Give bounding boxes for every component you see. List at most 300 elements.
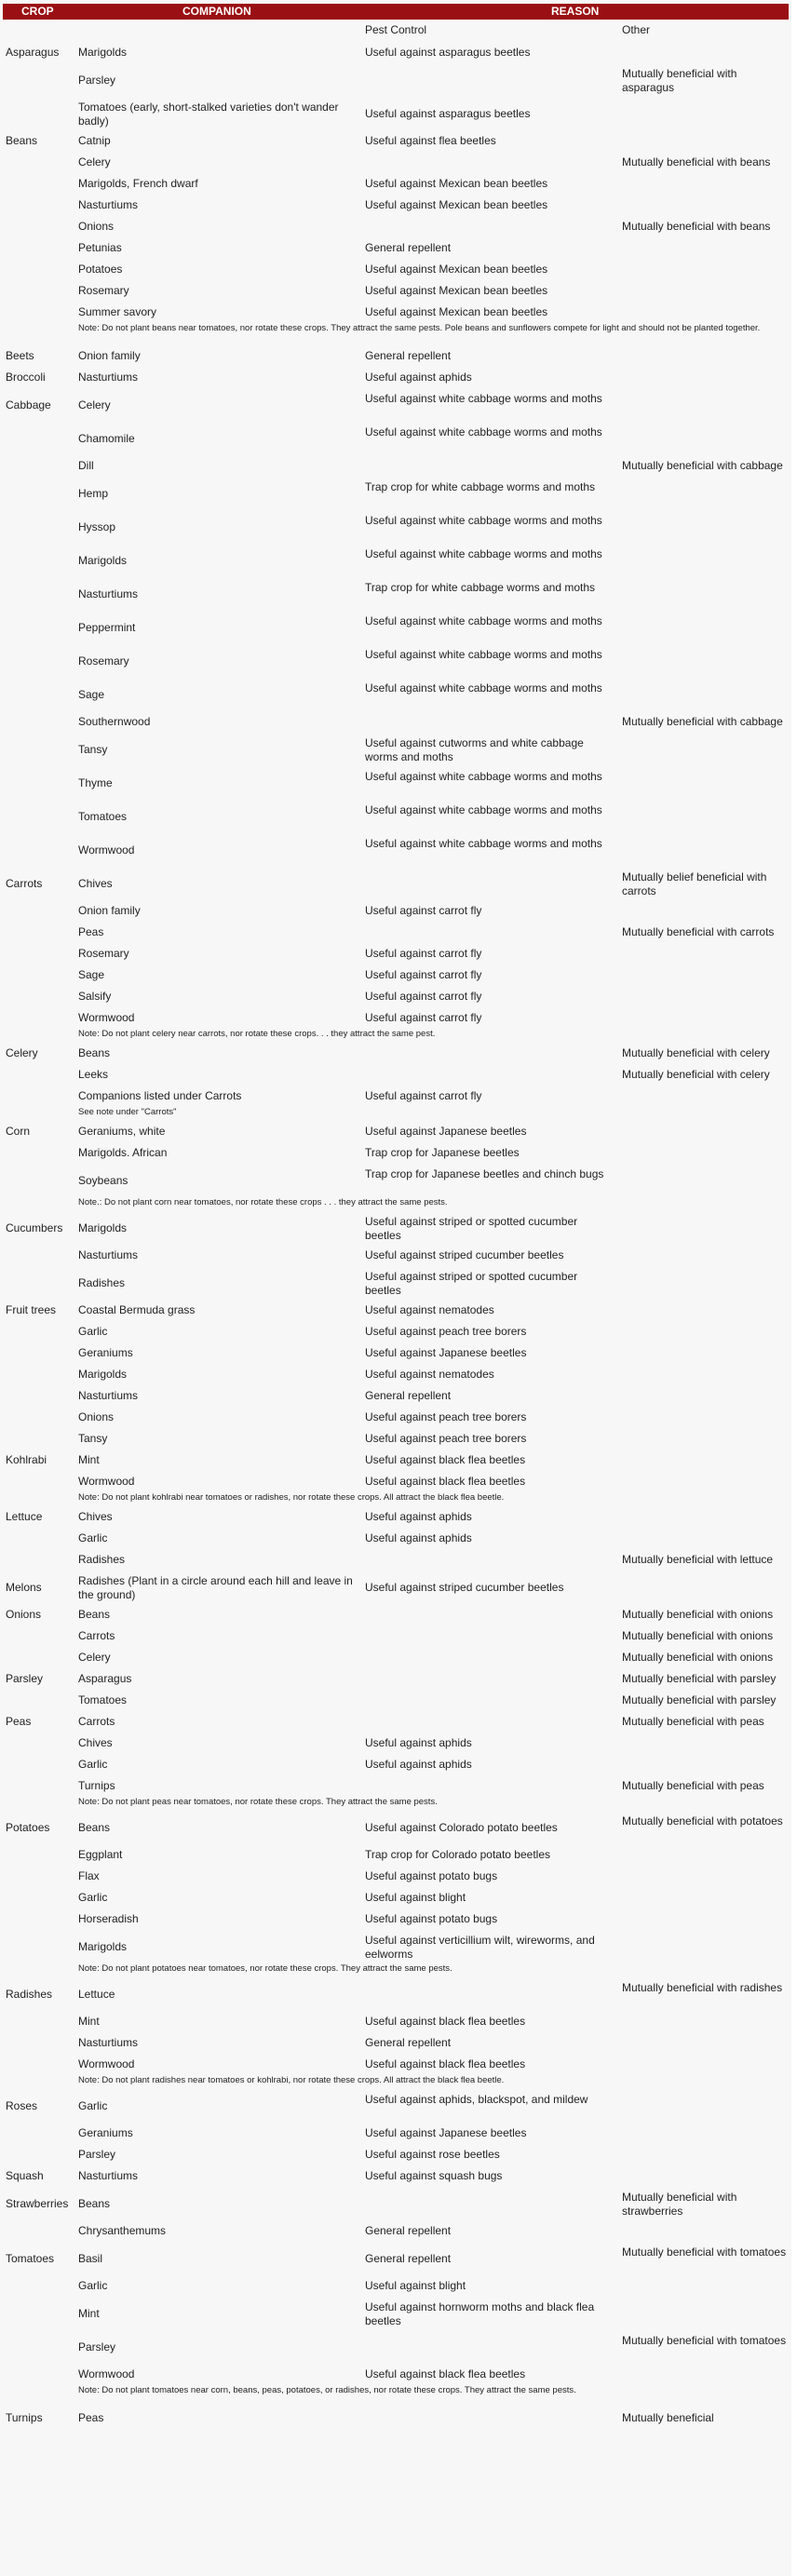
companion-cell: Garlic bbox=[78, 2098, 108, 2112]
table-note bbox=[0, 323, 791, 345]
other-cell: Mutually beneficial bbox=[622, 2411, 714, 2424]
companion-cell: Basil bbox=[78, 2251, 103, 2265]
reason-cell: Useful against hornworm moths and black flea beetles bbox=[365, 2300, 595, 2327]
companion-cell: Geraniums bbox=[78, 2126, 133, 2139]
subheader-pest-control: Pest Control bbox=[365, 23, 427, 36]
crop-cell: Asparagus bbox=[6, 46, 60, 59]
other-cell: Mutually beneficial with asparagus bbox=[622, 66, 737, 94]
reason-cell: Useful against black flea beetles bbox=[365, 2015, 526, 2028]
table-row bbox=[0, 986, 791, 1007]
table-row bbox=[0, 1471, 791, 1492]
table-row bbox=[0, 388, 791, 422]
companion-cell: Flax bbox=[78, 1869, 100, 1882]
reason-cell: Useful against white cabbage worms and moths bbox=[365, 647, 602, 661]
table-row bbox=[0, 97, 791, 130]
companion-cell: Hyssop bbox=[78, 519, 116, 533]
other-cell: Mutually beneficial with cabbage bbox=[622, 459, 783, 472]
other-cell: Mutually beneficial with onions bbox=[622, 1651, 774, 1664]
companion-cell: Parsley bbox=[78, 73, 116, 87]
note-text: Note: Do not plant beans near tomatoes, nor rotate these crops. They attract the same pests. Pole beans and sunflowers compete for light and should not be planted together. bbox=[78, 323, 761, 333]
table-row bbox=[0, 1528, 791, 1549]
table-row bbox=[0, 1625, 791, 1647]
other-cell: Mutually beneficial with strawberries bbox=[622, 2190, 737, 2218]
other-cell: Mutually beneficial with onions bbox=[622, 1608, 774, 1621]
companion-cell: Tansy bbox=[78, 1432, 108, 1445]
reason-cell: Useful against blight bbox=[365, 1891, 466, 1904]
table-row bbox=[0, 2364, 791, 2385]
companion-cell: Dill bbox=[78, 459, 94, 472]
table-row bbox=[0, 1711, 791, 1733]
table-row bbox=[0, 1164, 791, 1197]
reason-cell: Useful against Mexican bean beetles bbox=[365, 198, 548, 211]
other-cell: Mutually beneficial with peas bbox=[622, 1715, 764, 1728]
reason-cell: Trap crop for Colorado potato beetles bbox=[365, 1848, 551, 1861]
reason-cell: Useful against peach tree borers bbox=[365, 1410, 527, 1423]
companion-cell: Peas bbox=[78, 2411, 104, 2424]
reason-cell: Useful against flea beetles bbox=[365, 134, 496, 147]
table-row bbox=[0, 2165, 791, 2187]
other-cell: Mutually beneficial with radishes bbox=[622, 1980, 783, 1994]
reason-cell: Useful against aphids bbox=[365, 1736, 472, 1749]
crop-cell: Melons bbox=[6, 1580, 42, 1594]
table-row bbox=[0, 1506, 791, 1528]
table-row bbox=[0, 1887, 791, 1908]
companion-cell: Marigolds bbox=[78, 1221, 128, 1234]
crop-cell: Tomatoes bbox=[6, 2251, 55, 2265]
companion-cell: Onions bbox=[78, 220, 115, 233]
table-row bbox=[0, 1647, 791, 1668]
reason-cell: Useful against carrot fly bbox=[365, 947, 482, 960]
table-row bbox=[0, 922, 791, 943]
companion-cell: Wormwood bbox=[78, 1011, 135, 1024]
companion-cell: Southernwood bbox=[78, 715, 151, 728]
companion-cell: Garlic bbox=[78, 1758, 108, 1771]
table-row bbox=[0, 63, 791, 97]
table-row bbox=[0, 1300, 791, 1321]
crop-cell: Squash bbox=[6, 2169, 44, 2182]
companion-cell: Eggplant bbox=[78, 1848, 123, 1861]
table-row bbox=[0, 1450, 791, 1471]
companion-cell: Nasturtiums bbox=[78, 1248, 139, 1261]
reason-cell: Useful against Colorado potato beetles bbox=[365, 1820, 558, 1834]
companion-cell: Rosemary bbox=[78, 654, 129, 668]
table-row bbox=[0, 42, 791, 63]
other-cell: Mutually beneficial with parsley bbox=[622, 1693, 777, 1706]
reason-cell: Useful against peach tree borers bbox=[365, 1325, 527, 1338]
companion-cell: Onion family bbox=[78, 904, 141, 917]
table-row bbox=[0, 1930, 791, 1963]
reason-cell: Useful against aphids bbox=[365, 1758, 472, 1771]
reason-cell: Useful against black flea beetles bbox=[365, 2057, 526, 2070]
table-row bbox=[0, 2330, 791, 2364]
crop-cell: Corn bbox=[6, 1125, 31, 1138]
reason-cell: Useful against rose beetles bbox=[365, 2148, 500, 2161]
reason-cell: Useful against nematodes bbox=[365, 1368, 494, 1381]
table-note bbox=[0, 2075, 791, 2089]
table-row bbox=[0, 345, 791, 367]
note-text: Note: Do not plant peas near tomatoes, nor rotate these crops. They attract the same pests. bbox=[78, 1797, 438, 1807]
companion-cell: Hemp bbox=[78, 486, 109, 500]
crop-cell: Celery bbox=[6, 1046, 38, 1059]
table-row bbox=[0, 2011, 791, 2032]
reason-cell: Useful against potato bugs bbox=[365, 1912, 498, 1925]
companion-cell: Marigolds. African bbox=[78, 1146, 168, 1159]
header-reason: REASON bbox=[551, 5, 600, 18]
reason-cell: General repellent bbox=[365, 2251, 452, 2265]
reason-cell: General repellent bbox=[365, 2036, 452, 2049]
table-row bbox=[0, 2407, 791, 2429]
crop-cell: Fruit trees bbox=[6, 1303, 57, 1316]
companion-cell: Horseradish bbox=[78, 1912, 139, 1925]
companion-cell: Tomatoes bbox=[78, 1693, 128, 1706]
table-row bbox=[0, 280, 791, 302]
reason-cell: Useful against white cabbage worms and moths bbox=[365, 391, 602, 405]
table-row bbox=[0, 1211, 791, 1245]
reason-cell: Useful against striped or spotted cucumber beetles bbox=[365, 1214, 578, 1242]
companion-cell: Chives bbox=[78, 876, 113, 890]
table-row bbox=[0, 302, 791, 323]
table-row bbox=[0, 1866, 791, 1887]
header-companion: COMPANION bbox=[182, 5, 251, 18]
companion-cell: Parsley bbox=[78, 2148, 116, 2161]
reason-cell: Useful against asparagus beetles bbox=[365, 46, 531, 59]
table-row bbox=[0, 130, 791, 152]
companion-cell: Wormwood bbox=[78, 843, 135, 856]
other-cell: Mutually beneficial with celery bbox=[622, 1068, 770, 1081]
companion-cell: Celery bbox=[78, 1651, 111, 1664]
table-row bbox=[0, 611, 791, 644]
table-row bbox=[0, 943, 791, 964]
other-cell: Mutually beneficial with cabbage bbox=[622, 715, 783, 728]
companion-cell: Leeks bbox=[78, 1068, 109, 1081]
reason-cell: Useful against Mexican bean beetles bbox=[365, 305, 548, 318]
table-row bbox=[0, 510, 791, 544]
table-row bbox=[0, 833, 791, 867]
reason-cell: Useful against potato bugs bbox=[365, 1869, 498, 1882]
companion-cell: Garlic bbox=[78, 1325, 108, 1338]
reason-cell: Useful against carrot fly bbox=[365, 968, 482, 981]
reason-cell: Useful against aphids, blackspot, and mildew bbox=[365, 2092, 588, 2106]
reason-cell: Useful against white cabbage worms and moths bbox=[365, 425, 602, 438]
table-row bbox=[0, 1549, 791, 1571]
table-row bbox=[0, 1690, 791, 1711]
table-row bbox=[0, 1733, 791, 1754]
other-cell: Mutually beneficial with beans bbox=[622, 155, 771, 169]
reason-cell: Trap crop for white cabbage worms and moths bbox=[365, 479, 596, 493]
other-cell: Mutually beneficial with tomatoes bbox=[622, 2333, 787, 2347]
companion-cell: Garlic bbox=[78, 2279, 108, 2292]
table-row bbox=[0, 2297, 791, 2330]
table-row bbox=[0, 867, 791, 900]
crop-cell: Broccoli bbox=[6, 371, 46, 384]
companion-cell: Tansy bbox=[78, 742, 108, 756]
table-row bbox=[0, 1754, 791, 1775]
reason-cell: Useful against Mexican bean beetles bbox=[365, 263, 548, 276]
companion-cell: Rosemary bbox=[78, 947, 129, 960]
companion-cell: Lettuce bbox=[78, 1987, 115, 2001]
reason-cell: Useful against peach tree borers bbox=[365, 1432, 527, 1445]
companion-cell: Garlic bbox=[78, 1531, 108, 1544]
companion-cell: Wormwood bbox=[78, 2057, 135, 2070]
table-row bbox=[0, 733, 791, 766]
table-note bbox=[0, 1963, 791, 1977]
table-note bbox=[0, 1797, 791, 1811]
table-row bbox=[0, 900, 791, 922]
reason-cell: Useful against Japanese beetles bbox=[365, 2126, 527, 2139]
reason-cell: Useful against verticillium wilt, wireworms, and eelworms bbox=[365, 1933, 595, 1961]
reason-cell: General repellent bbox=[365, 2224, 452, 2237]
companion-cell: Carrots bbox=[78, 1629, 115, 1642]
companion-cell: Petunias bbox=[78, 241, 122, 254]
companion-cell: Marigolds bbox=[78, 553, 128, 567]
reason-cell: Useful against white cabbage worms and moths bbox=[365, 614, 602, 627]
reason-cell: Useful against aphids bbox=[365, 371, 472, 384]
table-row bbox=[0, 2123, 791, 2144]
table-row bbox=[0, 259, 791, 280]
reason-cell: Useful against nematodes bbox=[365, 1303, 494, 1316]
reason-cell: General repellent bbox=[365, 1389, 452, 1402]
table-row bbox=[0, 644, 791, 678]
other-cell: Mutually belief beneficial with carrots bbox=[622, 870, 767, 897]
companion-cell: Celery bbox=[78, 398, 111, 411]
table-row bbox=[0, 1321, 791, 1342]
table-row bbox=[0, 711, 791, 733]
crop-cell: Parsley bbox=[6, 1672, 44, 1685]
companion-cell: Geraniums, white bbox=[78, 1125, 166, 1138]
companion-cell: Wormwood bbox=[78, 2367, 135, 2380]
header-crop: CROP bbox=[21, 5, 54, 18]
companion-cell: Nasturtiums bbox=[78, 198, 139, 211]
reason-cell: Useful against aphids bbox=[365, 1531, 472, 1544]
crop-cell: Radishes bbox=[6, 1987, 53, 2001]
companion-cell: Nasturtiums bbox=[78, 1389, 139, 1402]
companion-cell: Peas bbox=[78, 925, 104, 938]
companion-cell: Radishes bbox=[78, 1275, 126, 1289]
companion-cell: Catnip bbox=[78, 134, 111, 147]
note-text: Note: Do not plant kohlrabi near tomatoes or radishes, nor rotate these crops. All attract the black flea beetle. bbox=[78, 1492, 505, 1503]
companion-cell: Chrysanthemums bbox=[78, 2224, 167, 2237]
reason-cell: Useful against carrot fly bbox=[365, 904, 482, 917]
table-row bbox=[0, 1121, 791, 1142]
reason-cell: Useful against squash bugs bbox=[365, 2169, 503, 2182]
table-row bbox=[0, 1266, 791, 1300]
companion-cell: Marigolds bbox=[78, 1368, 128, 1381]
table-row bbox=[0, 544, 791, 577]
crop-cell: Lettuce bbox=[6, 1510, 43, 1523]
other-cell: Mutually beneficial with onions bbox=[622, 1629, 774, 1642]
table-header bbox=[3, 4, 789, 20]
table-note bbox=[0, 1029, 791, 1043]
table-row bbox=[0, 455, 791, 477]
table-row bbox=[0, 173, 791, 195]
table-row bbox=[0, 1043, 791, 1064]
table-row bbox=[0, 800, 791, 833]
reason-cell: Useful against Mexican bean beetles bbox=[365, 177, 548, 190]
companion-cell: Geraniums bbox=[78, 1346, 133, 1359]
reason-cell: Useful against white cabbage worms and moths bbox=[365, 546, 602, 560]
table-row bbox=[0, 2220, 791, 2242]
reason-cell: General repellent bbox=[365, 241, 452, 254]
note-text: Note: Do not plant potatoes near tomatoes, nor rotate these crops. They attract the same pests. bbox=[78, 1963, 453, 1974]
companion-cell: Beans bbox=[78, 1046, 111, 1059]
companion-cell: Turnips bbox=[78, 1779, 115, 1792]
other-cell: Mutually beneficial with celery bbox=[622, 1046, 770, 1059]
table-row bbox=[0, 1142, 791, 1164]
table-row bbox=[0, 237, 791, 259]
companion-cell: Thyme bbox=[78, 775, 113, 789]
reason-cell: Useful against carrot fly bbox=[365, 990, 482, 1003]
table-row bbox=[0, 1245, 791, 1266]
table-row bbox=[0, 1604, 791, 1625]
companion-cell: Tomatoes bbox=[78, 809, 128, 823]
companion-cell: Beans bbox=[78, 2196, 111, 2210]
reason-cell: Useful against carrot fly bbox=[365, 1011, 482, 1024]
companion-cell: Carrots bbox=[78, 1715, 115, 1728]
subheader-other: Other bbox=[622, 23, 651, 36]
reason-cell: Useful against cutworms and white cabbage worms and moths bbox=[365, 735, 584, 763]
other-cell: Mutually beneficial with tomatoes bbox=[622, 2245, 787, 2259]
reason-cell: Useful against Mexican bean beetles bbox=[365, 284, 548, 297]
table-row bbox=[0, 1977, 791, 2011]
table-row bbox=[0, 2144, 791, 2165]
table-row bbox=[0, 2275, 791, 2297]
reason-cell: Useful against white cabbage worms and moths bbox=[365, 681, 602, 695]
companion-cell: Sage bbox=[78, 687, 105, 701]
other-cell: Mutually beneficial with peas bbox=[622, 1779, 764, 1792]
table-row bbox=[0, 1571, 791, 1604]
reason-cell: Useful against Japanese beetles bbox=[365, 1125, 527, 1138]
reason-cell: Useful against white cabbage worms and moths bbox=[365, 769, 602, 783]
crop-cell: Roses bbox=[6, 2098, 38, 2112]
companion-cell: Radishes (Plant in a circle around each hill and leave in the ground) bbox=[78, 1573, 353, 1601]
table-row bbox=[0, 964, 791, 986]
companion-cell: Wormwood bbox=[78, 1475, 135, 1488]
companion-cell: Beans bbox=[78, 1608, 111, 1621]
reason-cell: Useful against black flea beetles bbox=[365, 1453, 526, 1466]
companion-cell: Coastal Bermuda grass bbox=[78, 1303, 196, 1316]
reason-cell: Useful against Japanese beetles bbox=[365, 1346, 527, 1359]
crop-cell: Peas bbox=[6, 1715, 32, 1728]
table-row bbox=[0, 766, 791, 800]
reason-cell: Useful against carrot fly bbox=[365, 1089, 482, 1102]
companion-cell: Marigolds bbox=[78, 46, 128, 59]
table-row bbox=[0, 1908, 791, 1930]
reason-cell: Useful against striped cucumber beetles bbox=[365, 1248, 564, 1261]
table-row bbox=[0, 152, 791, 173]
table-row bbox=[0, 422, 791, 455]
companion-cell: Salsify bbox=[78, 990, 112, 1003]
companion-cell: Chives bbox=[78, 1736, 113, 1749]
table-row bbox=[0, 1407, 791, 1428]
crop-cell: Cucumbers bbox=[6, 1221, 63, 1234]
other-cell: Mutually beneficial with lettuce bbox=[622, 1553, 774, 1566]
table-row bbox=[0, 1844, 791, 1866]
crop-cell: Carrots bbox=[6, 876, 43, 890]
reason-cell: Useful against black flea beetles bbox=[365, 1475, 526, 1488]
reason-cell: Useful against white cabbage worms and moths bbox=[365, 513, 602, 527]
other-cell: Mutually beneficial with carrots bbox=[622, 925, 775, 938]
table-note bbox=[0, 1107, 791, 1121]
reason-cell: Useful against striped or spotted cucumber beetles bbox=[365, 1269, 578, 1297]
subheader-row bbox=[0, 23, 791, 37]
crop-cell: Onions bbox=[6, 1608, 42, 1621]
table-row bbox=[0, 477, 791, 510]
table-row bbox=[0, 1428, 791, 1450]
note-text: Note.: Do not plant corn near tomatoes, nor rotate these crops . . . they attract the same pests. bbox=[78, 1197, 448, 1207]
companion-cell: Sage bbox=[78, 968, 105, 981]
note-text: Note: Do not plant tomatoes near corn, beans, peas, potatoes, or radishes, nor rotate these crops. They attract the same pests. bbox=[78, 2385, 576, 2395]
reason-cell: Useful against black flea beetles bbox=[365, 2367, 526, 2380]
other-cell: Mutually beneficial with beans bbox=[622, 220, 771, 233]
companion-cell: Mint bbox=[78, 1453, 100, 1466]
companion-cell: Companions listed under Carrots bbox=[78, 1089, 242, 1102]
reason-cell: General repellent bbox=[365, 349, 452, 362]
companion-cell: Chives bbox=[78, 1510, 113, 1523]
companion-cell: Chamomile bbox=[78, 431, 135, 445]
other-cell: Mutually beneficial with parsley bbox=[622, 1672, 777, 1685]
companion-cell: Summer savory bbox=[78, 305, 157, 318]
table-row bbox=[0, 2032, 791, 2054]
table-row bbox=[0, 1811, 791, 1844]
crop-cell: Strawberries bbox=[6, 2196, 69, 2210]
table-row bbox=[0, 1064, 791, 1086]
note-text: Note: Do not plant radishes near tomatoes or kohlrabi, nor rotate these crops. All attract the black flea beetle. bbox=[78, 2075, 505, 2085]
companion-cell: Rosemary bbox=[78, 284, 129, 297]
table-row bbox=[0, 195, 791, 216]
companion-cell: Asparagus bbox=[78, 1672, 132, 1685]
table-row bbox=[0, 2242, 791, 2275]
reason-cell: Trap crop for Japanese beetles and chinch bugs bbox=[365, 1167, 604, 1180]
reason-cell: Useful against blight bbox=[365, 2279, 466, 2292]
table-row bbox=[0, 216, 791, 237]
table-row bbox=[0, 1385, 791, 1407]
reason-cell: Useful against striped cucumber beetles bbox=[365, 1580, 564, 1594]
table-note bbox=[0, 1197, 791, 1211]
reason-cell: Trap crop for Japanese beetles bbox=[365, 1146, 520, 1159]
table-row bbox=[0, 1364, 791, 1385]
companion-cell: Soybeans bbox=[78, 1173, 128, 1187]
crop-cell: Beans bbox=[6, 134, 38, 147]
table-row bbox=[0, 2054, 791, 2075]
companion-cell: Potatoes bbox=[78, 263, 123, 276]
table-row bbox=[0, 1007, 791, 1029]
table-row bbox=[0, 1342, 791, 1364]
other-cell: Mutually beneficial with potatoes bbox=[622, 1814, 783, 1827]
companion-cell: Marigolds bbox=[78, 1939, 128, 1953]
table-row bbox=[0, 1086, 791, 1107]
companion-cell: Nasturtiums bbox=[78, 2169, 139, 2182]
crop-cell: Kohlrabi bbox=[6, 1453, 47, 1466]
reason-cell: Useful against aphids bbox=[365, 1510, 472, 1523]
note-text: See note under "Carrots" bbox=[78, 1107, 177, 1117]
note-text: Note: Do not plant celery near carrots, nor rotate these crops. . . they attract the same pest. bbox=[78, 1029, 436, 1039]
reason-cell: Trap crop for white cabbage worms and moths bbox=[365, 580, 596, 594]
companion-cell: Peppermint bbox=[78, 620, 136, 634]
crop-cell: Potatoes bbox=[6, 1820, 50, 1834]
reason-cell: Useful against white cabbage worms and moths bbox=[365, 836, 602, 850]
table-row bbox=[0, 2089, 791, 2123]
crop-cell: Turnips bbox=[6, 2411, 43, 2424]
companion-cell: Celery bbox=[78, 155, 111, 169]
reason-cell: Useful against white cabbage worms and moths bbox=[365, 802, 602, 816]
companion-cell: Parsley bbox=[78, 2340, 116, 2353]
companion-cell: Beans bbox=[78, 1820, 111, 1834]
companion-cell: Mint bbox=[78, 2015, 100, 2028]
crop-cell: Beets bbox=[6, 349, 34, 362]
companion-cell: Radishes bbox=[78, 1553, 126, 1566]
companion-cell: Onion family bbox=[78, 349, 141, 362]
reason-cell: Useful against asparagus beetles bbox=[365, 106, 531, 120]
